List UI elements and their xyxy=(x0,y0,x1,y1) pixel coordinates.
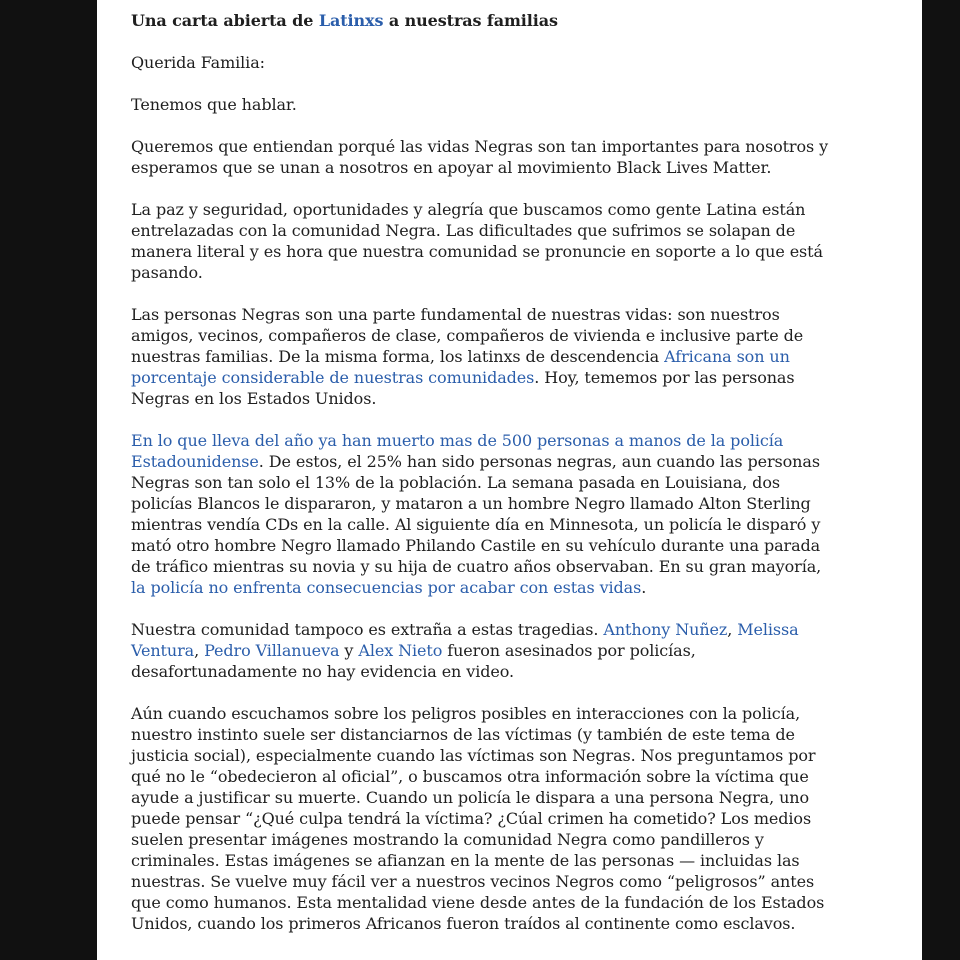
paragraph-1: Tenemos que hablar. xyxy=(131,95,297,114)
paragraph-5 xyxy=(131,430,831,598)
paragraph-6-text-post: fueron asesinados por policías, desafortunadamente no hay evidencia en video. xyxy=(131,641,696,681)
anthony-nunez-link[interactable]: Anthony Nuñez xyxy=(603,620,728,639)
paragraph-4-text-post: . Hoy, tememos por las personas Negras en los Estados Unidos. xyxy=(131,368,795,408)
paragraph-6 xyxy=(131,619,831,682)
paragraph-5-text-mid: . De estos, el 25% han sido personas negras, aun cuando las personas Negras son tan solo el 13% de la población. La semana pasada en Louisiana, dos policías Blancos le dispararon, y mataron a un hombre Negro llamado Alton Sterling mientras vendía CDs en la calle. Al siguiente día en Minnesota, un policía le disparó y mató otro hombre Negro llamado Philando Castile en su vehículo durante una parada de tráfico mientras su novia y su hija de cuatro años observaban. En su gran mayoría, xyxy=(131,452,822,576)
separator-2: , xyxy=(194,641,205,660)
letter-title xyxy=(131,10,831,31)
paragraph-4 xyxy=(131,304,831,409)
police-deaths-link[interactable]: En lo que lleva del año ya han muerto mas de 500 personas a manos de la policía Estadounidense xyxy=(131,431,784,471)
paragraph-3: La paz y seguridad, oportunidades y alegría que buscamos como gente Latina están entrelazadas con la comunidad Negra. Las dificultades que sufrimos se solapan de manera literal y es hora que nuestra comunidad se pronuncie en soporte a lo que está pasando. xyxy=(131,200,823,282)
separator-3: y xyxy=(339,641,359,660)
alex-nieto-link[interactable]: Alex Nieto xyxy=(358,641,443,660)
title-text-pre: Una carta abierta de xyxy=(131,11,319,30)
greeting: Querida Familia: xyxy=(131,53,265,72)
pedro-villanueva-link[interactable]: Pedro Villanueva xyxy=(204,641,340,660)
melissa-ventura-link[interactable]: Melissa Ventura xyxy=(131,620,799,660)
separator-1: , xyxy=(727,620,738,639)
letter-body xyxy=(131,10,831,955)
paragraph-6-text-pre: Nuestra comunidad tampoco es extraña a estas tragedias. xyxy=(131,620,604,639)
paragraph-4-text-pre: Las personas Negras son una parte fundamental de nuestras vidas: son nuestros amigos, vecinos, compañeros de clase, compañeros de vivienda e inclusive parte de nuestras familias. De la misma forma, los latinxs de descendencia xyxy=(131,305,804,366)
document-page xyxy=(97,0,922,960)
title-text-post: a nuestras familias xyxy=(383,11,558,30)
paragraph-7: Aún cuando escuchamos sobre los peligros posibles en interacciones con la policía, nuestro instinto suele ser distanciarnos de las víctimas (y también de este tema de justicia social), especialmente cuando las víctimas son Negras. Nos preguntamos por qué no le “obedecieron al oficial”, o buscamos otra información sobre la víctima que ayude a justificar su muerte. Cuando un policía le dispara a una persona Negra, uno puede pensar “¿Qué culpa tendrá la víctima? ¿Cúal crimen ha cometido? Los medios suelen presentar imágenes mostrando la comunidad Negra como pandilleros y criminales. Estas imágenes se afianzan en la mente de las personas — incluidas las nuestras. Se vuelve muy fácil ver a nuestros vecinos Negros como “peligrosos” antes que como humanos. Esta mentalidad viene desde antes de la fundación de los Estados Unidos, cuando los primeros Africanos fueron traídos al continente como esclavos. xyxy=(131,704,825,933)
paragraph-2: Queremos que entiendan porqué las vidas Negras son tan importantes para nosotros y esperamos que se unan a nosotros en apoyar al movimiento Black Lives Matter. xyxy=(131,137,829,177)
africana-link[interactable]: Africana son un porcentaje considerable de nuestras comunidades xyxy=(131,347,790,387)
paragraph-5-text-post: . xyxy=(641,578,647,597)
latinxs-link[interactable]: Latinxs xyxy=(318,11,384,30)
police-consequences-link[interactable]: la policía no enfrenta consecuencias por acabar con estas vidas xyxy=(131,578,642,597)
